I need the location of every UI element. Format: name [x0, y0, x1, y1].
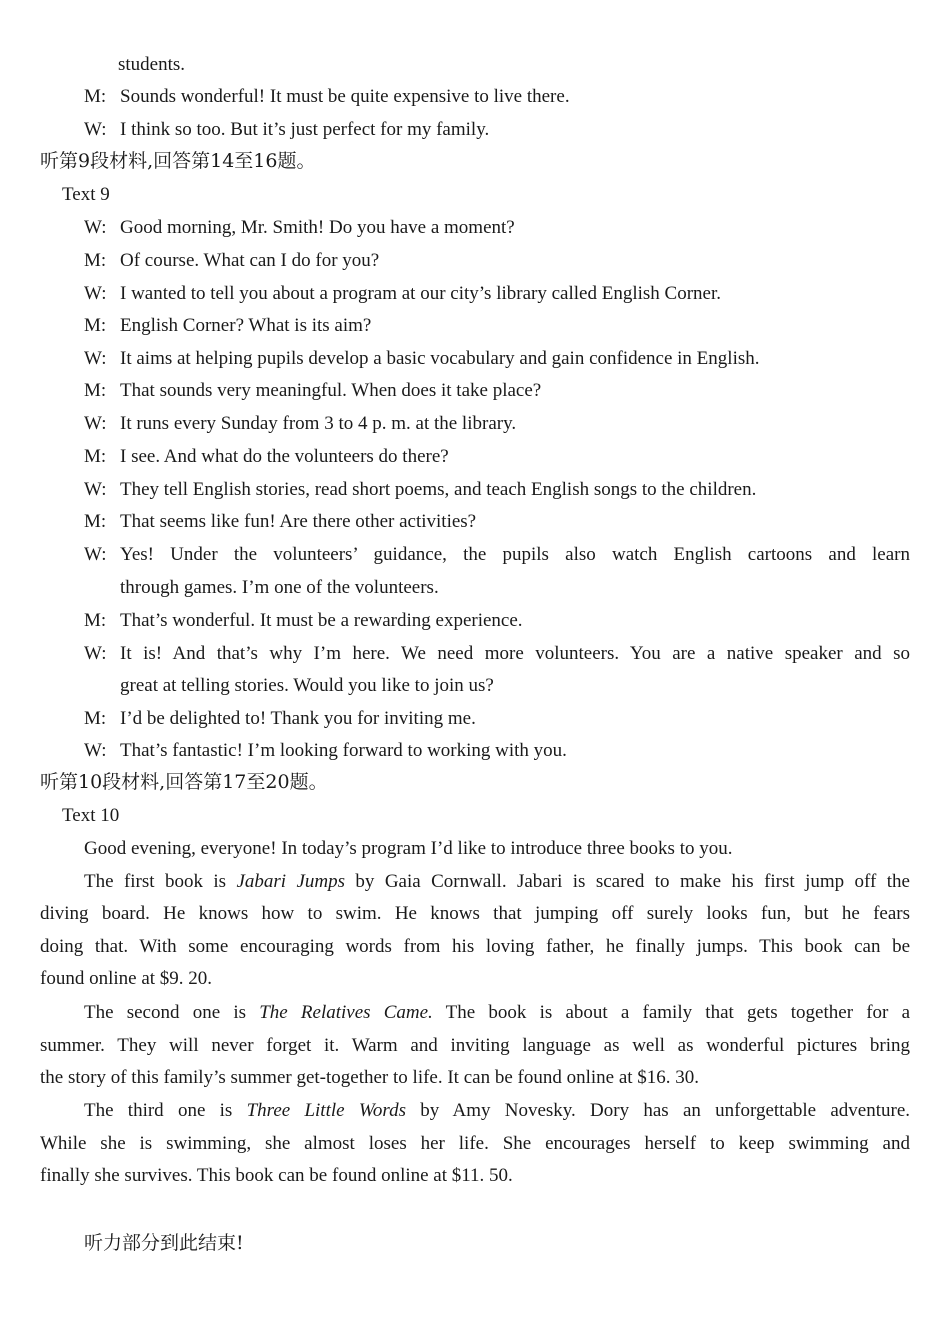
speaker-label: W: [84, 119, 107, 140]
section-heading: 听第9段材料,回答第14至16题。 [40, 150, 316, 172]
dialogue-text: Sounds wonderful! It must be quite expensive to live there. [120, 86, 570, 107]
dialogue-line [0, 604, 950, 637]
dialogue-line [0, 277, 950, 310]
dialogue-line [0, 407, 950, 440]
dialogue-text: It is! And that’s why I’m here. We need more volunteers. You are a native speaker and so [120, 643, 910, 664]
book1-line-text [40, 865, 910, 898]
dialogue-line [0, 211, 950, 244]
speaker-label: W: [84, 544, 107, 565]
dialogue-text: I wanted to tell you about a program at our city’s library called English Corner. [120, 283, 721, 304]
book1-text-b: by Gaia Cornwall. Jabari is scared to make his first jump off the [345, 871, 910, 892]
dialogue-text: Of course. What can I do for you? [120, 250, 380, 271]
book1-text-a: The first book is [84, 871, 237, 892]
speaker-label: W: [84, 413, 107, 434]
book2-line [40, 1029, 910, 1062]
dialogue-text: It aims at helping pupils develop a basic vocabulary and gain confidence in English. [120, 348, 760, 369]
speaker-label: M: [84, 511, 107, 532]
speaker-label: W: [84, 217, 107, 238]
speaker-label: M: [84, 250, 107, 271]
book2-text-a: The second one is [84, 1002, 260, 1023]
book2-line-text [40, 996, 910, 1029]
book1-line: found online at $9. 20. [40, 968, 213, 989]
section-heading: 听第10段材料,回答第17至20题。 [40, 771, 328, 793]
book1-line [40, 930, 910, 963]
book1-line-text: diving board. He knows how to swim. He knows that jumping off surely looks fun, but he fears [40, 903, 910, 924]
speaker-label: M: [84, 610, 107, 631]
dialogue-text: That seems like fun! Are there other activities? [120, 511, 477, 532]
book3-line-text [40, 1094, 910, 1127]
dialogue-text: That’s fantastic! I’m looking forward to working with you. [120, 740, 567, 761]
dialogue-text: English Corner? What is its aim? [120, 315, 372, 336]
dialogue-line [0, 309, 950, 342]
dialogue-text: It runs every Sunday from 3 to 4 p. m. at the library. [120, 413, 517, 434]
book2-line: the story of this family’s summer get-together to life. It can be found online at $16. 30. [40, 1067, 700, 1088]
dialogue-line [0, 113, 950, 146]
dialogue-text: I’d be delighted to! Thank you for inviting me. [120, 708, 476, 729]
book1-line-text: doing that. With some encouraging words from his loving father, he finally jumps. This book can be [40, 936, 910, 957]
book2-line [40, 996, 910, 1029]
speaker-label: M: [84, 446, 107, 467]
dialogue-line [0, 505, 950, 538]
dialogue-text: I see. And what do the volunteers do there? [120, 446, 449, 467]
book1-title: Jabari Jumps [236, 871, 346, 892]
dialogue-continuation: great at telling stories. Would you like to join us? [120, 675, 494, 696]
dialogue-line [0, 80, 950, 113]
speaker-label: M: [84, 380, 107, 401]
book2-text-b: The book is about a family that gets together for a [432, 1002, 911, 1023]
book3-line: finally she survives. This book can be found online at $11. 50. [40, 1165, 513, 1186]
dialogue-line [0, 244, 950, 277]
dialogue-line [0, 734, 950, 767]
intro-paragraph: Good evening, everyone! In today’s program I’d like to introduce three books to you. [84, 838, 733, 859]
dialogue-text-wrap [120, 538, 910, 571]
text-label: Text 10 [62, 805, 120, 826]
dialogue-line [0, 637, 950, 670]
dialogue-text: That sounds very meaningful. When does it take place? [120, 380, 542, 401]
book2-line-text: summer. They will never forget it. Warm and inviting language as well as wonderful pictures bring [40, 1035, 910, 1056]
dialogue-text: Good morning, Mr. Smith! Do you have a moment? [120, 217, 515, 238]
speaker-label: W: [84, 740, 107, 761]
speaker-label: W: [84, 643, 107, 664]
speaker-label: W: [84, 348, 107, 369]
book3-text-a: The third one is [84, 1100, 247, 1121]
speaker-label: M: [84, 315, 107, 336]
dialogue-line [0, 374, 950, 407]
dialogue-line [0, 702, 950, 735]
dialogue-text-wrap [120, 637, 910, 670]
book1-line [40, 897, 910, 930]
book1-line [40, 865, 910, 898]
listening-end-note: 听力部分到此结束! [84, 1232, 244, 1254]
book3-line [40, 1094, 910, 1127]
speaker-label: M: [84, 708, 107, 729]
dialogue-line [0, 342, 950, 375]
dialogue-text: That’s wonderful. It must be a rewarding experience. [120, 610, 523, 631]
book3-title: Three Little Words [246, 1100, 406, 1121]
dialogue-continuation: through games. I’m one of the volunteers. [120, 577, 439, 598]
dialogue-text: Yes! Under the volunteers’ guidance, the pupils also watch English cartoons and learn [120, 544, 910, 565]
book3-line [40, 1127, 910, 1160]
speaker-label: W: [84, 479, 107, 500]
dialogue-line [0, 473, 950, 506]
book2-title: The Relatives Came. [259, 1002, 433, 1023]
text8-continuation: students. [118, 54, 186, 75]
dialogue-text: I think so too. But it’s just perfect for my family. [120, 119, 490, 140]
book3-line-text: While she is swimming, she almost loses her life. She encourages herself to keep swimming and [40, 1133, 910, 1154]
text-label: Text 9 [62, 184, 110, 205]
dialogue-text: They tell English stories, read short poems, and teach English songs to the children. [120, 479, 757, 500]
dialogue-line [0, 440, 950, 473]
speaker-label: W: [84, 283, 107, 304]
book3-text-b: by Amy Novesky. Dory has an unforgettable adventure. [406, 1100, 910, 1121]
speaker-label: M: [84, 86, 107, 107]
dialogue-line [0, 538, 950, 571]
